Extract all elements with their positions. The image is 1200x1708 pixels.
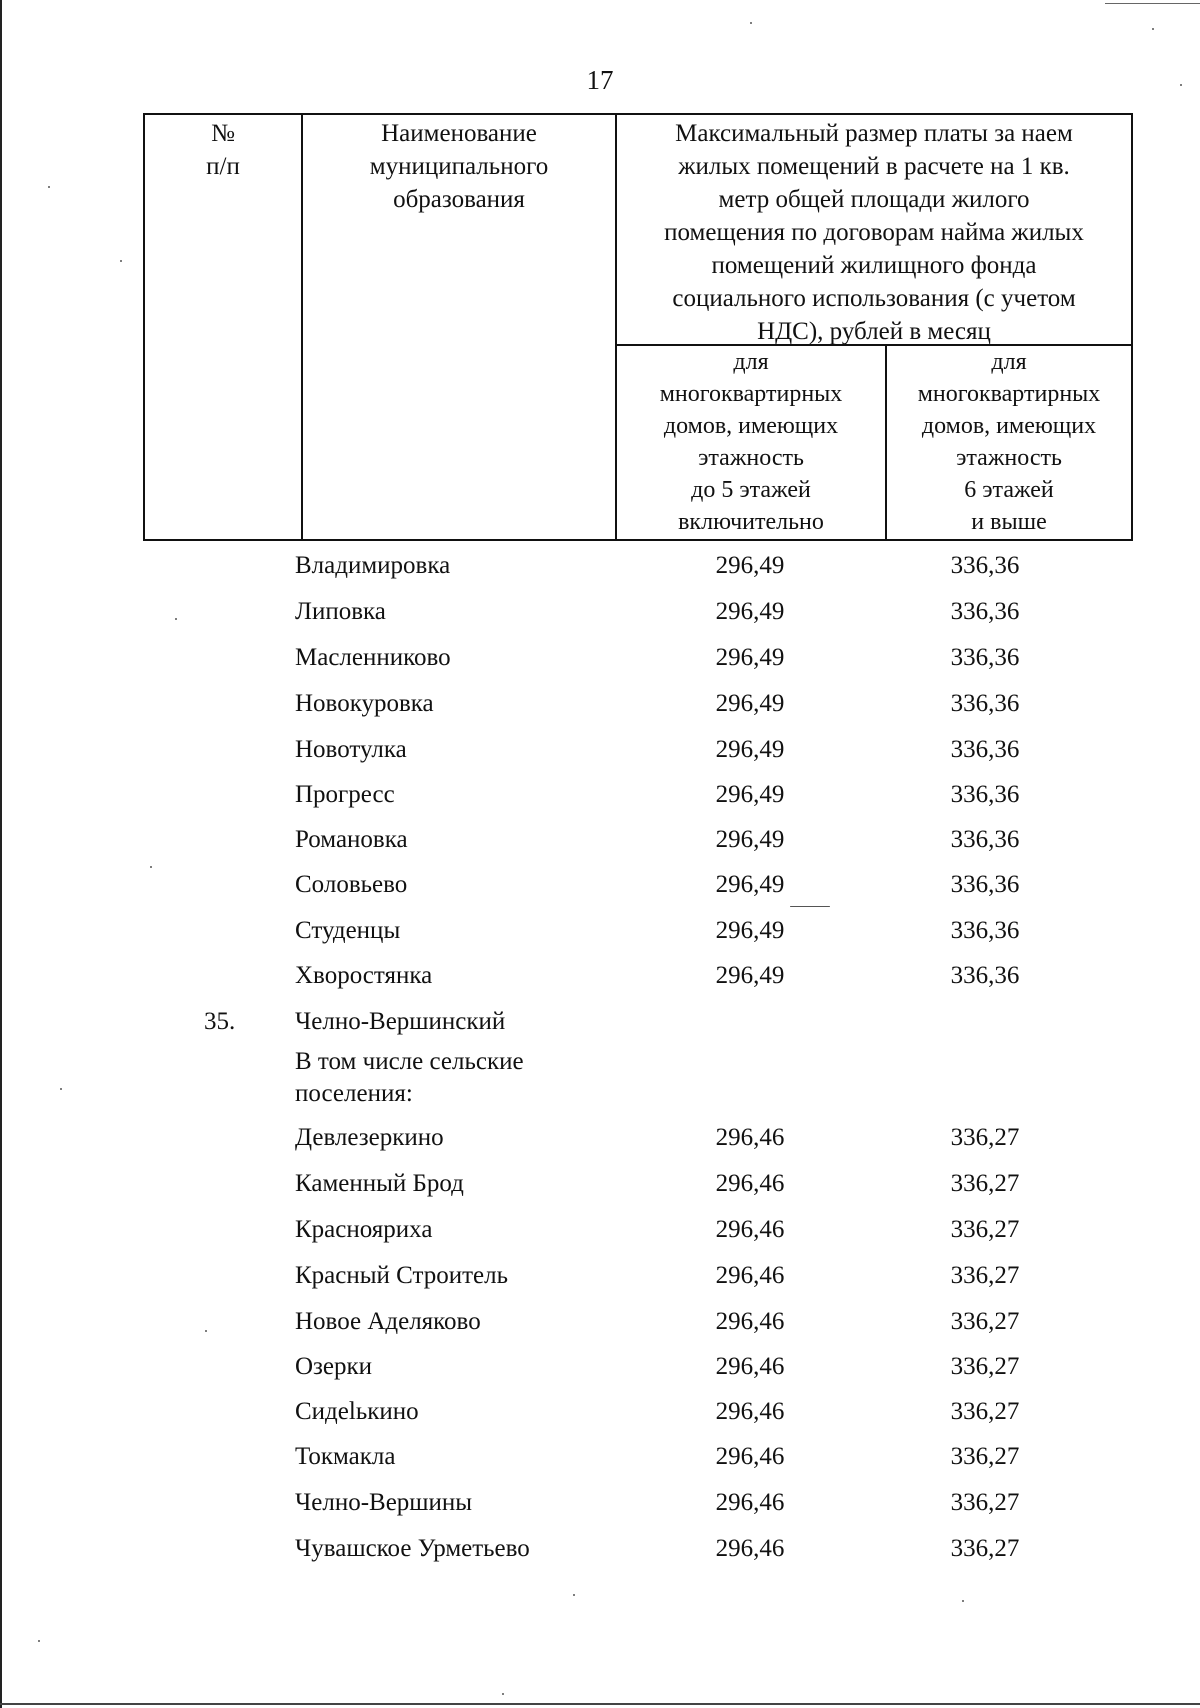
header-col-number-text: № п/п: [206, 120, 240, 180]
row-value-high: 336,36: [950, 781, 1020, 808]
table-row: [0, 686, 1200, 726]
scan-edge-top: [1105, 3, 1200, 4]
scan-speck: [120, 260, 122, 262]
header-col-high: [887, 346, 1131, 538]
row-value-high: 336,36: [950, 644, 1020, 671]
row-value-low: 296,49: [715, 826, 785, 853]
table-row: [0, 732, 1200, 772]
row-name: Студенцы: [295, 917, 401, 944]
header-col-group-text: Максимальный размер платы за наем жилых помещений в расчете на 1 кв. метр общей площади жилого помещения по договорам найма жилых помещений жилищного фонда социального использования (с учетом НДС), рублей в месяц: [664, 120, 1084, 345]
row-value-low: 296,46: [715, 1398, 785, 1425]
scan-speck: [1180, 84, 1182, 86]
scan-speck: [38, 1640, 40, 1642]
header-col-high-text: для многоквартирных домов, имеющих этажность 6 этажей и выше: [917, 349, 1101, 535]
row-value-low: 296,49: [715, 598, 785, 625]
row-name: Озерки: [295, 1353, 373, 1380]
row-name: Чувашское Урметьево: [295, 1535, 530, 1562]
row-value-high: 336,27: [950, 1353, 1020, 1380]
header-col-group: [617, 117, 1131, 348]
row-value-high: 336,36: [950, 917, 1020, 944]
row-value-low: 296,49: [715, 736, 785, 763]
row-name: Владимировка: [295, 552, 451, 579]
row-value-high: 336,27: [950, 1124, 1020, 1151]
scan-speck: [790, 906, 830, 907]
row-value-high: 336,36: [950, 598, 1020, 625]
row-value-low: 296,49: [715, 962, 785, 989]
row-value-low: 296,46: [715, 1535, 785, 1562]
table-row: [0, 777, 1200, 817]
district-name: Челно-Вершинский: [295, 1008, 506, 1035]
table-row: [0, 640, 1200, 680]
row-value-low: 296,46: [715, 1124, 785, 1151]
row-value-low: 296,46: [715, 1443, 785, 1470]
row-value-high: 336,27: [950, 1170, 1020, 1197]
row-value-high: 336,36: [950, 552, 1020, 579]
row-value-low: 296,46: [715, 1353, 785, 1380]
district-row: [0, 1004, 1200, 1044]
table-row: [0, 1304, 1200, 1344]
header-col-name: [303, 117, 615, 216]
table-row: [0, 594, 1200, 634]
table-row: [0, 1212, 1200, 1252]
row-name: Девлезеркино: [295, 1124, 444, 1151]
row-value-low: 296,49: [715, 644, 785, 671]
row-value-low: 296,46: [715, 1308, 785, 1335]
row-value-low: 296,46: [715, 1489, 785, 1516]
header-col-low: [617, 346, 885, 538]
row-name: Краснояриха: [295, 1216, 433, 1243]
table-row: [0, 548, 1200, 588]
table-row: [0, 913, 1200, 953]
scan-speck: [205, 1330, 207, 1332]
scan-speck: [48, 186, 50, 188]
scan-speck: [175, 618, 177, 620]
row-name: Каменный Брод: [295, 1170, 464, 1197]
row-value-low: 296,49: [715, 917, 785, 944]
table-row: [0, 867, 1200, 907]
row-name: Прогресс: [295, 781, 395, 808]
district-number: 35.: [204, 1008, 236, 1035]
table-header: [143, 113, 1133, 541]
scan-speck: [150, 866, 152, 868]
scan-edge-bottom: [0, 1703, 1200, 1705]
table-row: [0, 1394, 1200, 1434]
scan-speck: [962, 1600, 964, 1602]
row-value-high: 336,36: [950, 690, 1020, 717]
row-value-high: 336,27: [950, 1216, 1020, 1243]
table-row: [0, 1166, 1200, 1206]
row-value-low: 296,46: [715, 1262, 785, 1289]
table-row: [0, 1258, 1200, 1298]
scan-speck: [60, 1088, 62, 1090]
table-row: [0, 1531, 1200, 1571]
row-value-low: 296,49: [715, 781, 785, 808]
row-name: Новокуровка: [295, 690, 434, 717]
row-value-high: 336,27: [950, 1398, 1020, 1425]
header-col-low-text: для многоквартирных домов, имеющих этажность до 5 этажей включительно: [659, 349, 843, 535]
subtitle-rural-settlements: В том числе сельские поселения:: [295, 1048, 524, 1107]
table-row: [0, 1439, 1200, 1479]
row-value-high: 336,36: [950, 826, 1020, 853]
row-name: Новотулка: [295, 736, 407, 763]
row-value-low: 296,49: [715, 552, 785, 579]
row-value-high: 336,36: [950, 871, 1020, 898]
scan-speck: [502, 1693, 504, 1695]
page-number: 17: [586, 65, 614, 95]
row-value-low: 296,46: [715, 1216, 785, 1243]
row-name: Липовка: [295, 598, 386, 625]
row-value-low: 296,49: [715, 690, 785, 717]
row-value-high: 336,36: [950, 736, 1020, 763]
row-name: Романовка: [295, 826, 408, 853]
scan-speck: [750, 22, 752, 24]
row-name: Масленниково: [295, 644, 451, 671]
table-row: [0, 822, 1200, 862]
row-name: Хворостянка: [295, 962, 433, 989]
table-row: [0, 1485, 1200, 1525]
row-value-high: 336,27: [950, 1535, 1020, 1562]
row-value-high: 336,27: [950, 1489, 1020, 1516]
row-value-high: 336,27: [950, 1443, 1020, 1470]
table-row: [0, 1349, 1200, 1389]
table-row: [0, 1120, 1200, 1160]
row-value-low: 296,46: [715, 1170, 785, 1197]
row-name: Красный Строитель: [295, 1262, 509, 1289]
row-value-low: 296,49: [715, 871, 785, 898]
header-col-name-text: Наименование муниципального образования: [369, 120, 549, 213]
row-value-high: 336,27: [950, 1262, 1020, 1289]
table-row: [0, 958, 1200, 998]
row-value-high: 336,27: [950, 1308, 1020, 1335]
scan-speck: [573, 1594, 575, 1596]
row-name: Соловьево: [295, 871, 408, 898]
header-col-number: [145, 117, 301, 183]
row-name: Сидelькино: [295, 1398, 419, 1425]
row-value-high: 336,36: [950, 962, 1020, 989]
row-name: Новое Аделяково: [295, 1308, 481, 1335]
row-name: Токмакла: [295, 1443, 396, 1470]
scan-speck: [1152, 28, 1154, 30]
row-name: Челно-Вершины: [295, 1489, 473, 1516]
